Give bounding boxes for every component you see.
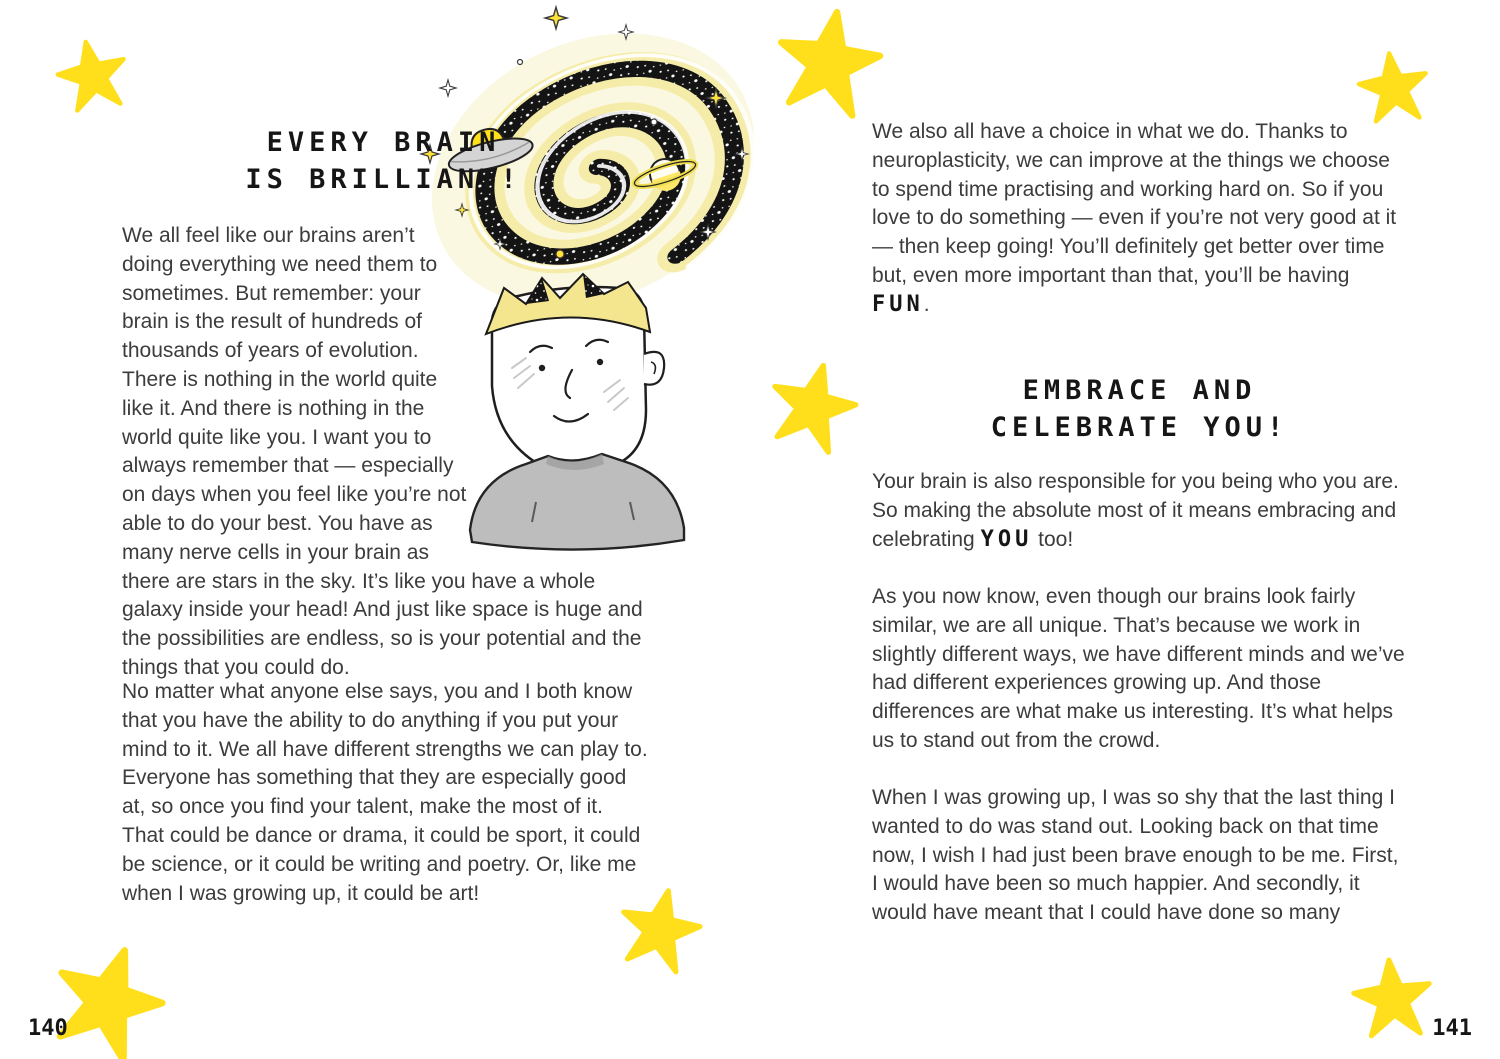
star-icon [53,30,133,122]
right-paragraph-2 [872,468,1407,554]
heading-line: CELEBRATE YOU! [990,412,1289,443]
paragraph-text: We also all have a choice in what we do. Thanks to neuroplasticity, we can improve at the things we choose to spend time practising and working hard on. So if you love to do something — even if you’re not very good at it — then keep going! You’ll definitely get better over time but, even more important than that, you’ll be having [872,120,1397,287]
right-paragraph-3 [872,583,1407,756]
star-icon [42,940,174,1059]
star-icon [1354,48,1434,128]
heading-line: EMBRACE AND [1022,375,1257,406]
paragraph-text: Your brain is also responsible for you being who you are. So making the absolute most of it means embracing and celebrating [872,470,1399,551]
page-number-left: 140 [28,1016,68,1041]
page-number-right: 141 [1432,1016,1472,1041]
emphasis-word: FUN [872,291,924,317]
left-paragraph-1 [122,222,645,683]
paragraph-text: When I was growing up, I was so shy that the last thing I wanted to do was stand out. Looking back on that time now, I wish I had just been brave enough to be me. First, I would have been so much happier. And secondly, it would have meant that I could have done so many [872,786,1399,925]
heading-line: IS BRILLIANT! [245,164,522,195]
paragraph-text: No matter what anyone else says, you and I both know that you have the ability to do anything if you put your mind to it. We all have different strengths we can play to. Everyone has something that they are especially good at, so once you find your talent, make the most of it. That could be dance or drama, it could be sport, it could be science, or it could be writing and poetry. Or, like me when I was growing up, it could be art! [122,680,648,905]
paragraph-text: As you now know, even though our brains look fairly similar, we are all unique. That’s because we work in slightly different ways, we have different minds and we’ve had different experiences growing up. And those differences are what make us interesting. It’s what helps us to stand out from the crowd. [872,585,1405,752]
paragraph-text: . [923,292,930,316]
right-paragraph-1 [872,118,1407,320]
paragraph-text: too! [1032,527,1074,551]
left-paragraph-2 [122,678,649,908]
paragraph-text: We all feel like our brains aren’t doing everything we need them to sometimes. But remember: your brain is the result of hundreds of thousands of years of evolution. There is nothing in the world quite like it. And there is nothing in the world quite like you. I want you to always remember that — especially on days when you feel like you’re not able to do your best. You have as many nerve cells in your brain as there are stars in the sky. It’s like you have a whole galaxy inside your head! And just like space is huge and the possibilities are endless, so is your potential and the things that you could do. [122,224,643,679]
emphasis-word: YOU [980,526,1033,552]
right-paragraph-4 [872,784,1407,928]
illustration-text-wrap-spacer [468,222,645,539]
star-icon [770,4,888,122]
right-page-heading [872,372,1407,446]
heading-line: EVERY BRAIN [266,127,501,158]
left-page-heading [122,124,645,198]
